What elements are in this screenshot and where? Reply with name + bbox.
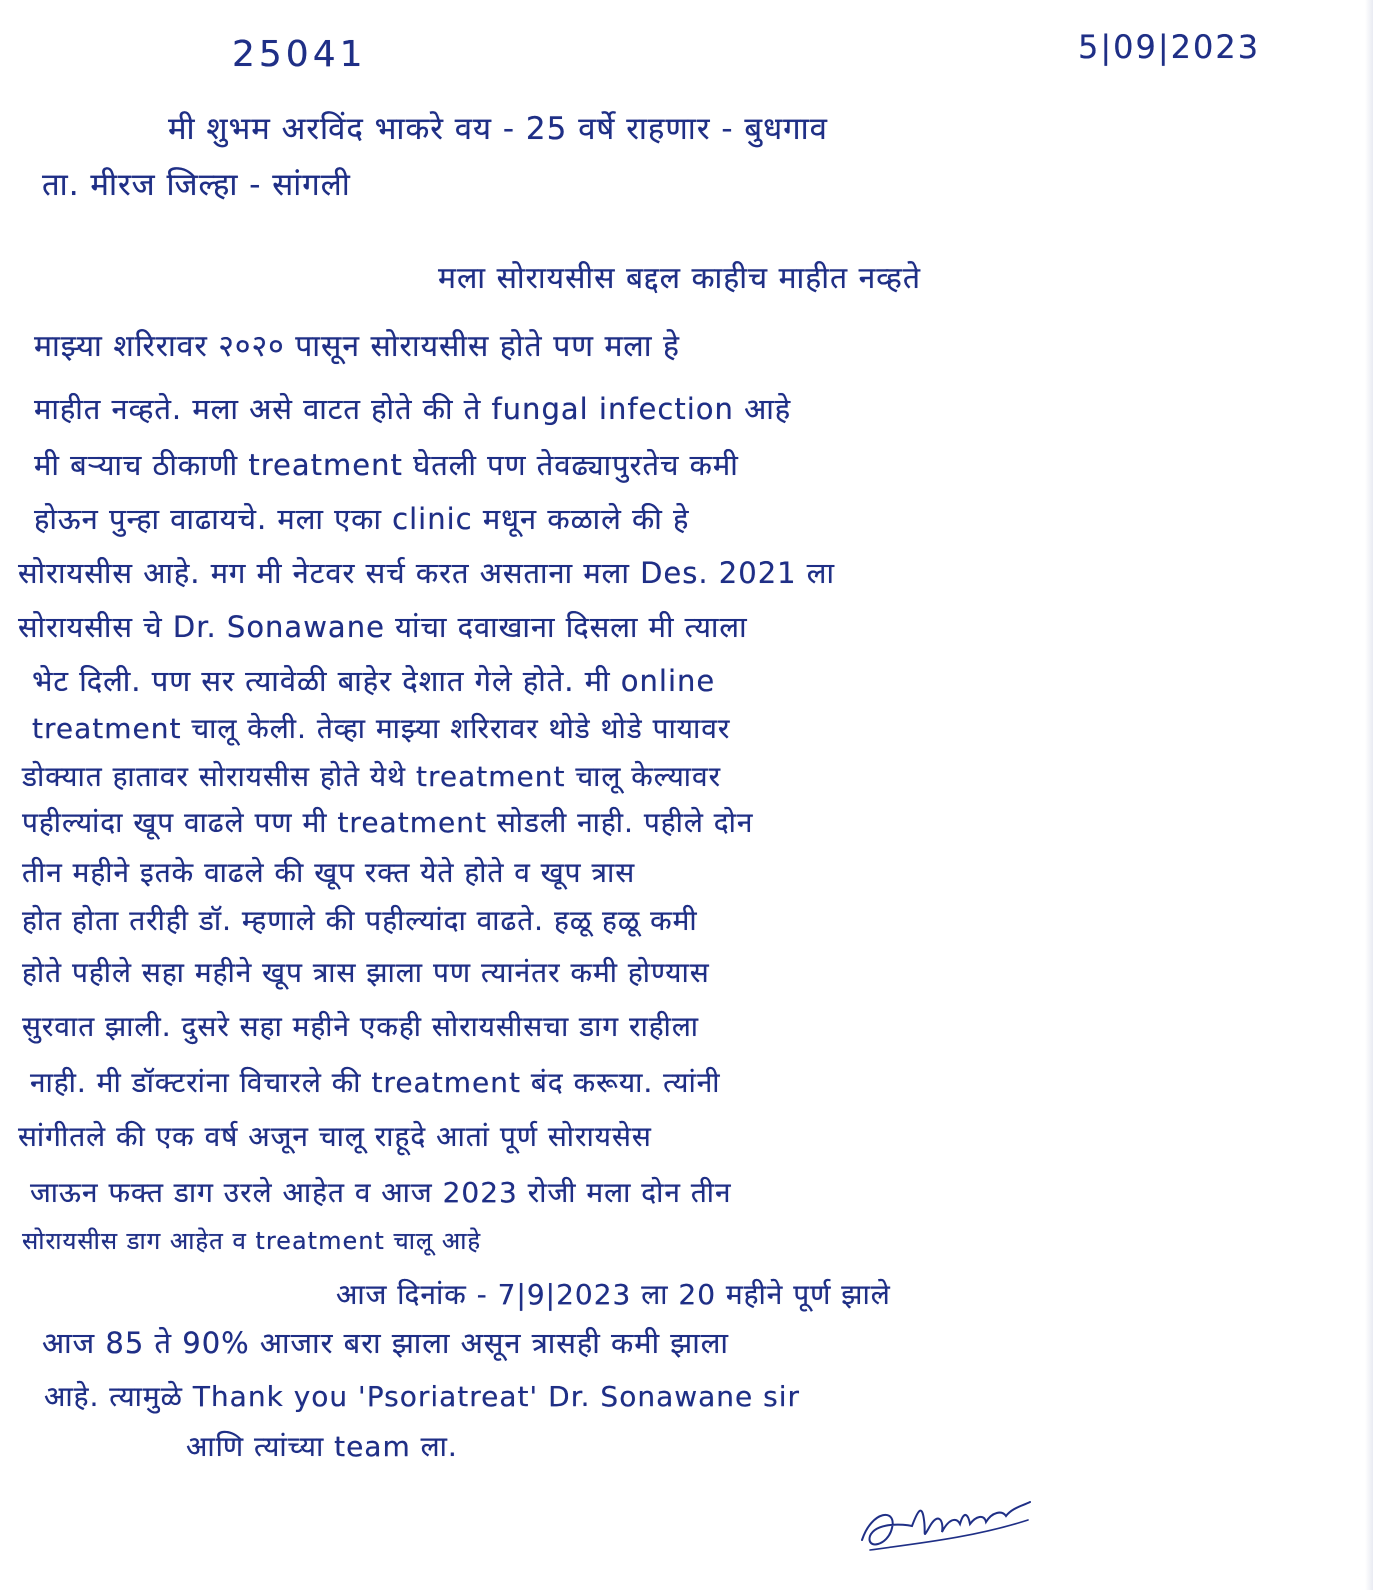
body-line-14: होते पहीले सहा महीने खूप त्रास झाला पण त्यानंतर कमी होण्यास bbox=[22, 956, 710, 989]
closing-line-3: आहे. त्यामुळे Thank you 'Psoriatreat' Dr. Sonawane sir bbox=[44, 1380, 801, 1413]
body-line-10: डोक्यात हातावर सोरायसीस होते येथे treatment चालू केल्यावर bbox=[22, 760, 722, 793]
closing-line-1: आज दिनांक - 7|9|2023 ला 20 महीने पूर्ण झाले bbox=[336, 1278, 891, 1311]
body-line-15: सुरवात झाली. दुसरे सहा महीने एकही सोरायसीसचा डाग राहीला bbox=[22, 1010, 700, 1043]
body-line-7: सोरायसीस चे Dr. Sonawane यांचा दवाखाना दिसला मी त्याला bbox=[18, 610, 748, 644]
body-line-16: नाही. मी डॉक्टरांना विचारले की treatment बंद करूया. त्यांनी bbox=[30, 1066, 721, 1099]
body-line-18: जाऊन फक्त डाग उरले आहेत व आज 2023 रोजी मला दोन तीन bbox=[30, 1176, 732, 1209]
body-line-6: सोरायसीस आहे. मग मी नेटवर सर्च करत असताना मला Des. 2021 ला bbox=[18, 556, 835, 590]
body-line-9: treatment चालू केली. तेव्हा माझ्या शरिरावर थोडे थोडे पायावर bbox=[32, 712, 731, 745]
intro-line-2: ता. मीरज जिल्हा - सांगली bbox=[42, 167, 351, 203]
body-line-8: भेट दिली. पण सर त्यावेळी बाहेर देशात गेले होते. मी online bbox=[32, 664, 716, 698]
body-line-4: मी बऱ्याच ठीकाणी treatment घेतली पण तेवढ्यापुरतेच कमी bbox=[34, 448, 739, 482]
body-line-11: पहील्यांदा खूप वाढले पण मी treatment सोडली नाही. पहीले दोन bbox=[22, 806, 754, 839]
intro-line-1: मी शुभम अरविंद भाकरे वय - 25 वर्षे राहणार - बुधगाव bbox=[168, 111, 828, 147]
body-line-2: माझ्या शरिरावर २०२० पासून सोरायसीस होते पण मला हे bbox=[34, 329, 680, 364]
body-line-13: होत होता तरीही डॉ. म्हणाले की पहील्यांदा वाढते. हळू हळू कमी bbox=[22, 904, 698, 937]
body-line-19: सोरायसीस डाग आहेत व treatment चालू आहे bbox=[22, 1227, 482, 1255]
body-line-5: होऊन पुन्हा वाढायचे. मला एका clinic मधून कळाले की हे bbox=[34, 502, 690, 536]
closing-line-4: आणि त्यांच्या team ला. bbox=[186, 1430, 458, 1463]
page-edge-shadow bbox=[1365, 0, 1373, 1590]
signature bbox=[852, 1480, 1042, 1560]
closing-line-2: आज 85 ते 90% आजार बरा झाला असून त्रासही कमी झाला bbox=[42, 1326, 729, 1360]
body-line-3: माहीत नव्हते. मला असे वाटत होते की ते fungal infection आहे bbox=[34, 392, 792, 426]
body-line-1: मला सोरायसीस बद्दल काहीच माहीत नव्हते bbox=[438, 261, 921, 296]
reference-number: 25041 bbox=[232, 34, 367, 75]
letter-date: 5|09|2023 bbox=[1078, 28, 1261, 66]
body-line-12: तीन महीने इतके वाढले की खूप रक्त येते होते व खूप त्रास bbox=[22, 856, 636, 889]
body-line-17: सांगीतले की एक वर्ष अजून चालू राहूदे आतां पूर्ण सोरायसेस bbox=[18, 1120, 652, 1153]
